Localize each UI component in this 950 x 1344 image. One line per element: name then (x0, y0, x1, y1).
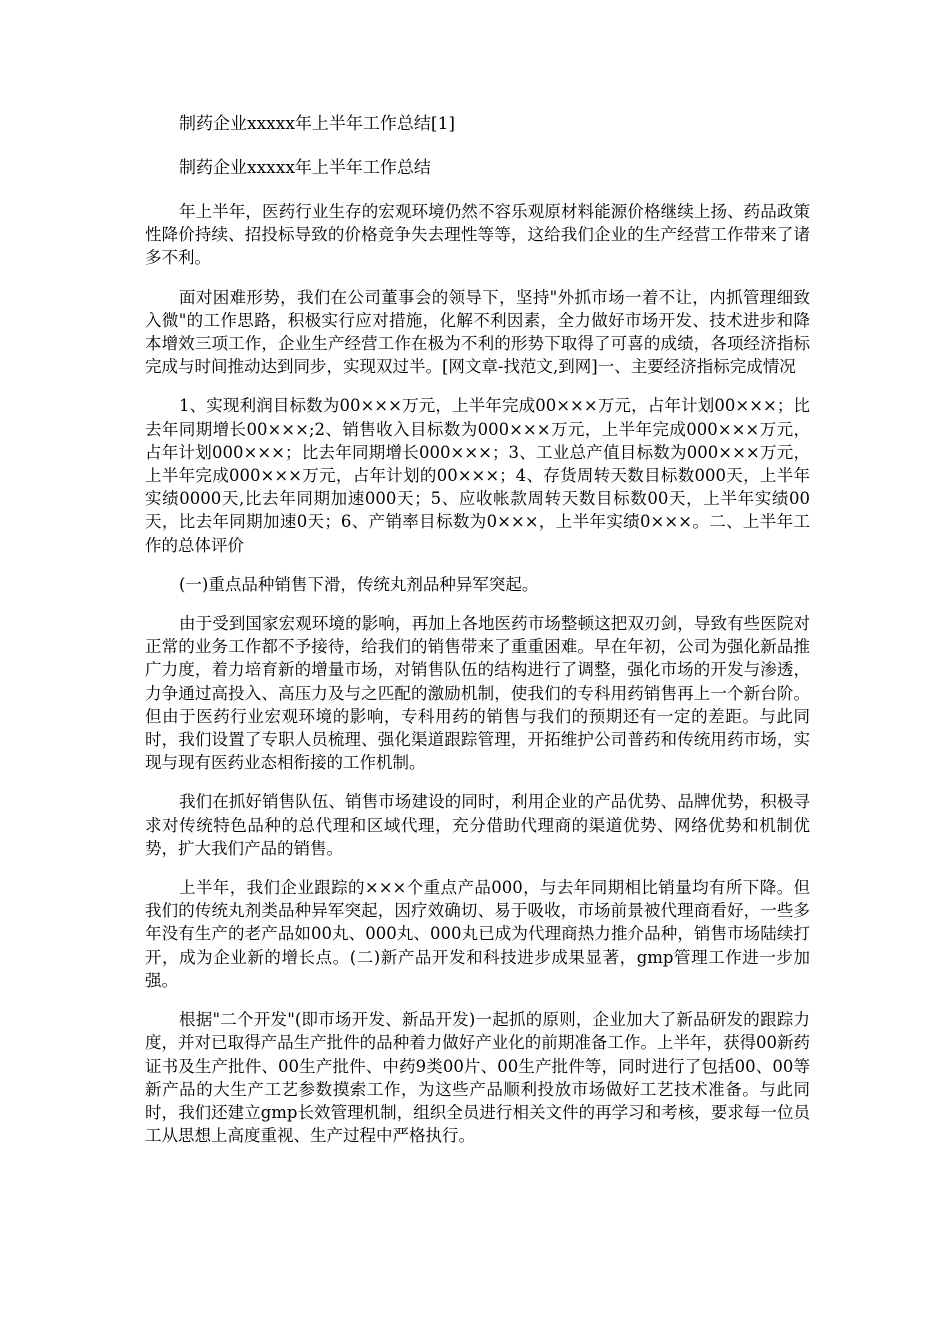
paragraph-products: 上半年，我们企业跟踪的×××个重点产品000，与去年同期相比销量均有所下降。但我们的传统丸剂类品种异军突起，因疗效确切、易于吸收，市场前景被代理商看好，一些多年没有生产的老产品如00丸、000丸、000丸已成为代理商热力推介品种，销售市场陆续打开，成为企业新的增长点。(二)新产品开发和科技进步成果显著，gmp管理工作进一步加强。 (145, 878, 810, 990)
document-subtitle: 制药企业xxxxx年上半年工作总结 (179, 158, 431, 178)
paragraph-development: 根据"二个开发"(即市场开发、新品开发)一起抓的原则，企业加大了新品研发的跟踪力度，并对已取得产品生产批件的品种着力做好产业化的前期准备工作。上半年，获得00新药证书及生产批件、00生产批件、中药9类00片、00生产批件等，同时进行了包括00、00等新产品的大生产工艺参数摸索工作，为这些产品顺利投放市场做好工艺技术准备。与此同时，我们还建立gmp长效管理机制，组织全员进行相关文件的再学习和考核，要求每一位员工从思想上高度重视、生产过程中严格执行。 (145, 1010, 810, 1146)
paragraph-section-one: (一)重点品种销售下滑，传统丸剂品种异军突起。 (179, 574, 539, 594)
paragraph-situation: 面对困难形势，我们在公司董事会的领导下，坚持"外抓市场一着不让，内抓管理细致入微"的工作思路，积极实行应对措施，化解不利因素，全力做好市场开发、技术进步和降本增效三项工作，企业生产经营工作在极为不利的形势下取得了可喜的成绩，各项经济指标完成与时间推动达到同步，实现双过半。[网文章-找范文,到网]一、主要经济指标完成情况 (145, 287, 810, 377)
paragraph-indicators: 1、实现利润目标数为00×××万元，上半年完成00×××万元，占年计划00×××；比去年同期增长00×××;2、销售收入目标数为000×××万元，上半年完成000×××万元，占年计划000×××；比去年同期增长000×××；3、工业总产值目标数为000×××万元，上半年完成000×××万元，占年计划的00×××；4、存货周转天数目标数000天，上半年实绩0000天,比去年同期加速000天；5、应收帐款周转天数目标数00天，上半年实绩00天，比去年同期加速0天；6、产销率目标数为0×××，上半年实绩0×××。二、上半年工作的总体评价 (145, 396, 810, 555)
paragraph-intro: 年上半年，医药行业生存的宏观环境仍然不容乐观原材料能源价格继续上扬、药品政策性降价持续、招投标导致的价格竞争失去理性等等，这给我们企业的生产经营工作带来了诸多不利。 (145, 202, 810, 268)
document-title: 制药企业xxxxx年上半年工作总结[1] (179, 114, 456, 134)
paragraph-market: 由于受到国家宏观环境的影响，再加上各地医药市场整顿这把双刃剑，导致有些医院对正常的业务工作都不予接待，给我们的销售带来了重重困难。早在年初，公司为强化新品推广力度，着力培育新的增量市场，对销售队伍的结构进行了调整，强化市场的开发与渗透，力争通过高投入、高压力及与之匹配的激励机制，使我们的专科用药销售再上一个新台阶。但由于医药行业宏观环境的影响，专科用药的销售与我们的预期还有一定的差距。与此同时，我们设置了专职人员梳理、强化渠道跟踪管理，开拓维护公司普药和传统用药市场，实现与现有医药业态相衔接的工作机制。 (145, 614, 810, 773)
paragraph-sales-team: 我们在抓好销售队伍、销售市场建设的同时，利用企业的产品优势、品牌优势，积极寻求对传统特色品种的总代理和区域代理，充分借助代理商的渠道优势、网络优势和机制优势，扩大我们产品的销售。 (145, 792, 810, 858)
document-body (145, 112, 810, 1163)
